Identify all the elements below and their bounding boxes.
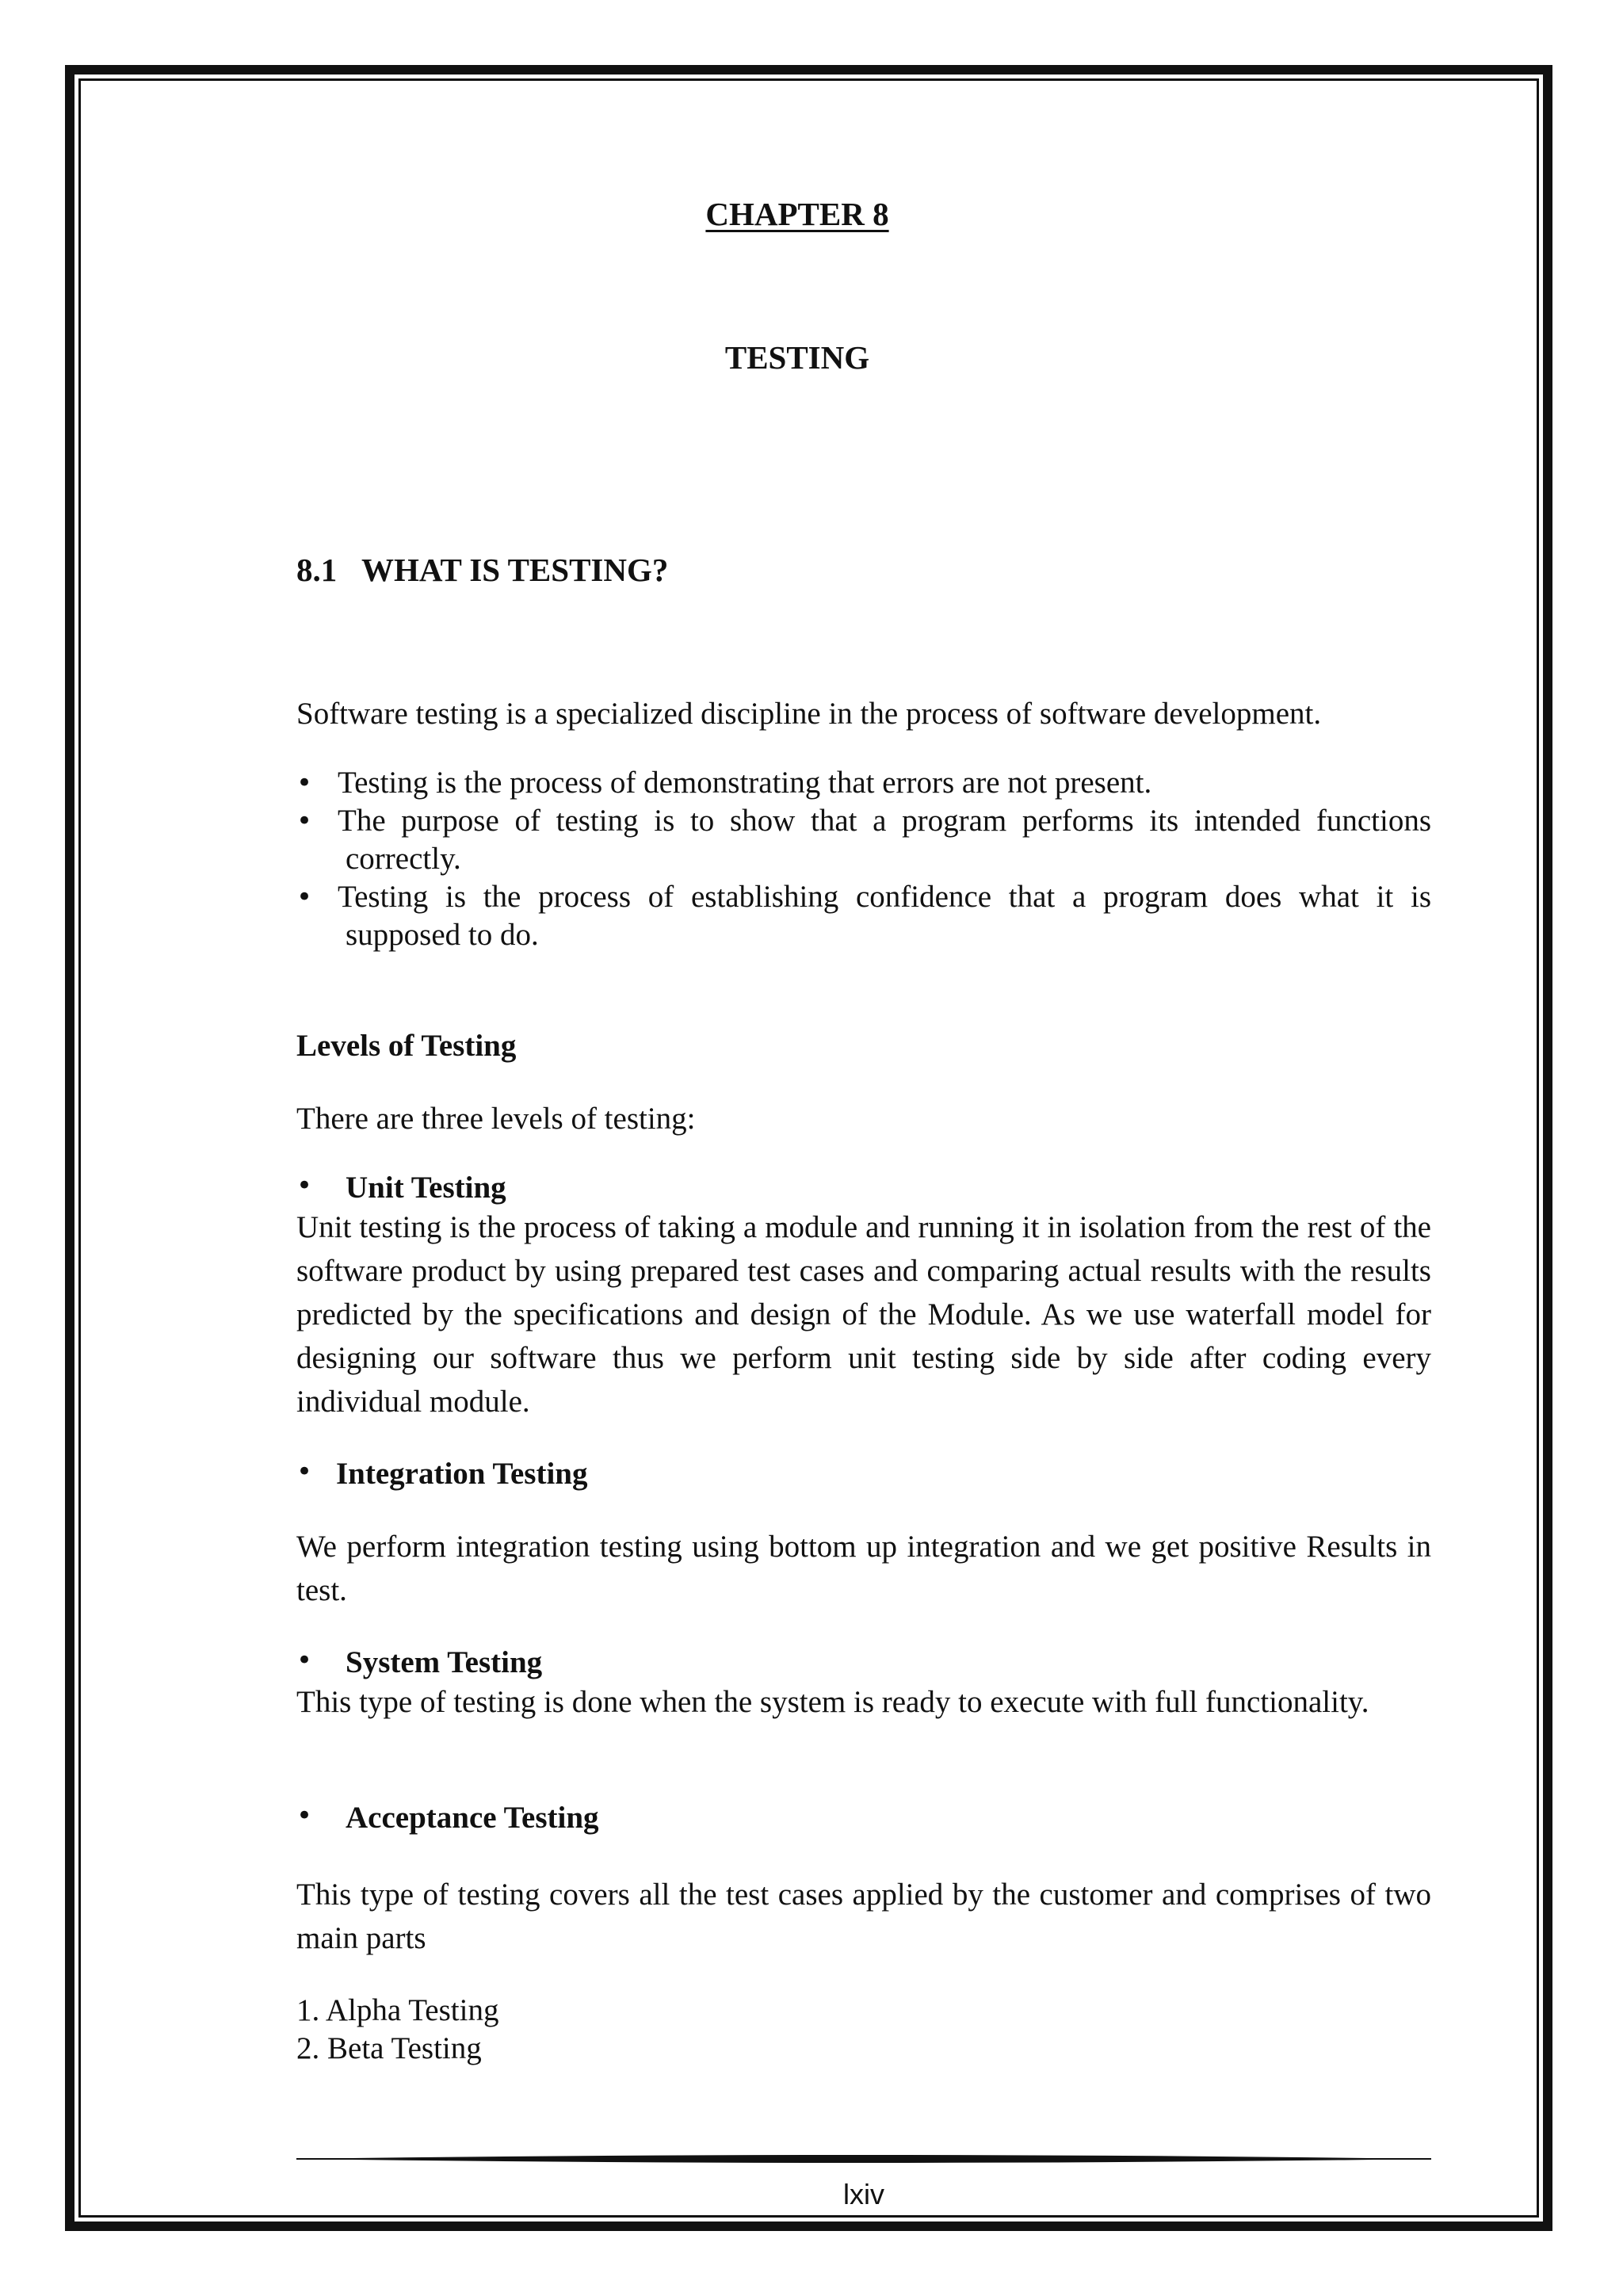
definition-item-continued	[296, 840, 1431, 878]
footer-divider	[296, 2153, 1431, 2165]
acceptance-testing-body: This type of testing covers all the test cases applied by the customer and comprises of two main parts	[296, 1878, 1431, 1955]
page-number: lxiv	[843, 2178, 884, 2210]
definition-text: Testing is the process of establishing confidence that a program does what it is	[338, 880, 1431, 914]
acceptance-part: 1. Alpha Testing	[296, 1993, 499, 2027]
section-title: WHAT IS TESTING?	[361, 552, 669, 588]
unit-testing-title: Unit Testing	[346, 1171, 506, 1205]
section-heading	[296, 551, 668, 589]
levels-heading: Levels of Testing	[296, 1029, 517, 1063]
bullet-icon: •	[296, 1645, 313, 1676]
system-testing-body: This type of testing is done when the system is ready to execute with full functionality.	[296, 1685, 1369, 1719]
unit-testing-heading	[296, 1170, 506, 1205]
document-page	[296, 0, 1431, 2296]
section-number: 8.1	[296, 552, 338, 588]
definition-item	[296, 802, 1431, 840]
definition-list	[296, 764, 1431, 954]
definition-item	[296, 764, 1431, 802]
chapter-title: TESTING	[724, 339, 870, 376]
bullet-icon: •	[296, 1800, 313, 1832]
unit-testing-body: Unit testing is the process of taking a module and running it in isolation from the rest of the software product by using prepared test cases and comparing actual results with the results predicted by the specifications and design of the Module. As we use waterfall model for designing our software thus we perform unit testing side by side after coding every individual module.	[296, 1210, 1431, 1419]
chapter-heading: CHAPTER 8	[705, 196, 889, 232]
definition-text: The purpose of testing is to show that a program performs its intended functions	[338, 804, 1431, 838]
integration-testing-body: We perform integration testing using bottom up integration and we get positive Results in test.	[296, 1530, 1431, 1607]
definition-item-continued	[296, 916, 1431, 954]
intro-paragraph: Software testing is a specialized discipline in the process of software development.	[296, 697, 1322, 731]
acceptance-part: 2. Beta Testing	[296, 2031, 482, 2065]
integration-testing-heading	[296, 1456, 587, 1492]
definition-text-continued: correctly.	[346, 842, 461, 876]
bullet-icon: •	[296, 1456, 313, 1488]
levels-intro: There are three levels of testing:	[296, 1102, 696, 1136]
acceptance-testing-heading	[296, 1800, 599, 1836]
system-testing-title: System Testing	[346, 1645, 543, 1679]
definition-item	[296, 878, 1431, 916]
bullet-icon: •	[296, 1170, 313, 1201]
definition-text-continued: supposed to do.	[346, 918, 539, 952]
definition-text: Testing is the process of demonstrating that errors are not present.	[338, 766, 1152, 800]
integration-testing-title: Integration Testing	[336, 1457, 588, 1491]
system-testing-heading	[296, 1645, 542, 1680]
acceptance-testing-title: Acceptance Testing	[346, 1801, 599, 1835]
